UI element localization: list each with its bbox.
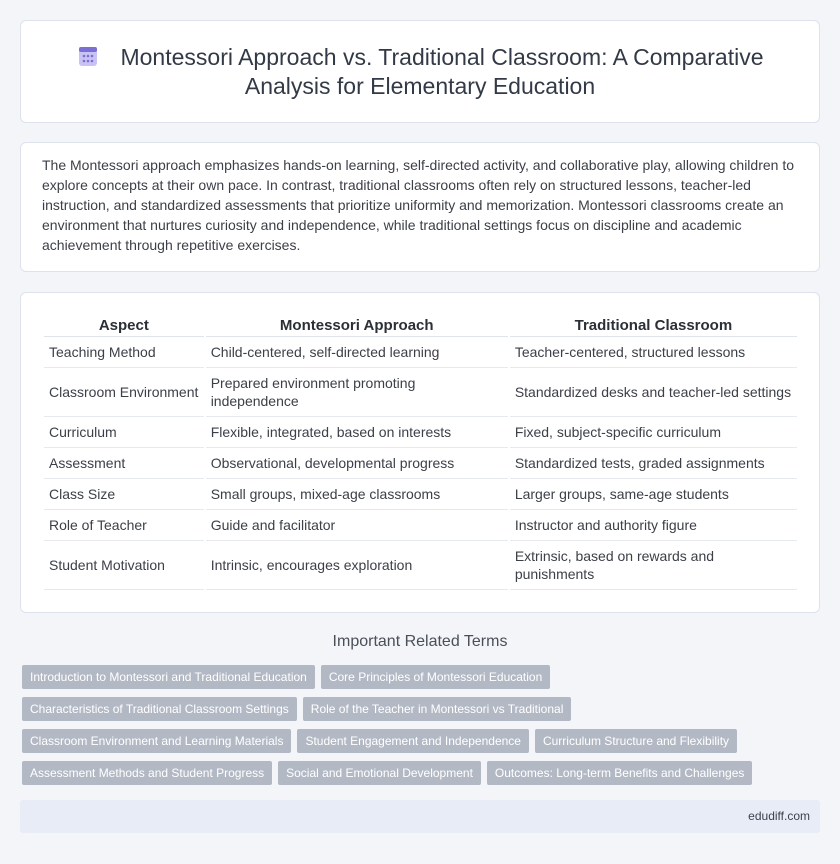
table-row bbox=[44, 337, 797, 368]
page-title bbox=[21, 43, 819, 101]
table-row bbox=[44, 368, 797, 417]
cell-traditional: Instructor and authority figure bbox=[510, 510, 797, 541]
related-term-tag[interactable]: Role of the Teacher in Montessori vs Traditional bbox=[303, 697, 572, 721]
intro-paragraph: The Montessori approach emphasizes hands-on learning, self-directed activity, and collaborative play, allowing children to explore concepts at their own pace. In contrast, traditional classrooms often rely on structured lessons, teacher-led instruction, and standardized assessments that prioritize uniformity and memorization. Montessori classrooms create an environment that nurtures curiosity and independence, while traditional settings focus on discipline and academic achievement through repetitive exercises. bbox=[42, 157, 794, 253]
comparison-table bbox=[42, 315, 799, 590]
related-term-tag[interactable]: Assessment Methods and Student Progress bbox=[22, 761, 272, 785]
cell-aspect: Curriculum bbox=[44, 417, 204, 448]
related-term-tag[interactable]: Classroom Environment and Learning Materials bbox=[22, 729, 291, 753]
related-term-tag[interactable]: Outcomes: Long-term Benefits and Challenges bbox=[487, 761, 752, 785]
page-title-text: Montessori Approach vs. Traditional Classroom: A Comparative Analysis for Elementary Education bbox=[120, 44, 764, 99]
related-terms-list bbox=[22, 665, 802, 793]
cell-aspect: Role of Teacher bbox=[44, 510, 204, 541]
header-aspect: Aspect bbox=[44, 315, 204, 337]
table-row bbox=[44, 417, 797, 448]
related-term-tag[interactable]: Introduction to Montessori and Traditional Education bbox=[22, 665, 315, 689]
cell-montessori: Flexible, integrated, based on interests bbox=[206, 417, 508, 448]
related-term-tag[interactable]: Characteristics of Traditional Classroom Settings bbox=[22, 697, 297, 721]
cell-montessori: Observational, developmental progress bbox=[206, 448, 508, 479]
table-header-row bbox=[44, 315, 797, 337]
related-terms-heading: Important Related Terms bbox=[332, 633, 508, 650]
header-card bbox=[20, 20, 820, 123]
table-row bbox=[44, 479, 797, 510]
cell-montessori: Child-centered, self-directed learning bbox=[206, 337, 508, 368]
cell-aspect: Assessment bbox=[44, 448, 204, 479]
related-term-tag[interactable]: Student Engagement and Independence bbox=[297, 729, 529, 753]
related-term-tag[interactable]: Curriculum Structure and Flexibility bbox=[535, 729, 737, 753]
header-montessori: Montessori Approach bbox=[206, 315, 508, 337]
intro-card bbox=[20, 142, 820, 272]
cell-montessori: Prepared environment promoting independence bbox=[206, 368, 508, 417]
cell-aspect: Classroom Environment bbox=[44, 368, 204, 417]
cell-montessori: Small groups, mixed-age classrooms bbox=[206, 479, 508, 510]
cell-montessori: Intrinsic, encourages exploration bbox=[206, 541, 508, 590]
table-row bbox=[44, 448, 797, 479]
cell-traditional: Larger groups, same-age students bbox=[510, 479, 797, 510]
related-term-tag[interactable]: Core Principles of Montessori Education bbox=[321, 665, 550, 689]
cell-traditional: Standardized tests, graded assignments bbox=[510, 448, 797, 479]
cell-traditional: Extrinsic, based on rewards and punishments bbox=[510, 541, 797, 590]
table-row bbox=[44, 510, 797, 541]
cell-aspect: Class Size bbox=[44, 479, 204, 510]
cell-traditional: Fixed, subject-specific curriculum bbox=[510, 417, 797, 448]
related-term-tag[interactable]: Social and Emotional Development bbox=[278, 761, 481, 785]
cell-traditional: Teacher-centered, structured lessons bbox=[510, 337, 797, 368]
comparison-table-card bbox=[20, 292, 820, 613]
cell-aspect: Student Motivation bbox=[44, 541, 204, 590]
footer-site-link[interactable]: edudiff.com bbox=[748, 809, 810, 823]
document-list-icon bbox=[76, 44, 100, 68]
cell-aspect: Teaching Method bbox=[44, 337, 204, 368]
footer bbox=[20, 800, 820, 833]
table-row bbox=[44, 541, 797, 590]
cell-montessori: Guide and facilitator bbox=[206, 510, 508, 541]
header-traditional: Traditional Classroom bbox=[510, 315, 797, 337]
cell-traditional: Standardized desks and teacher-led settings bbox=[510, 368, 797, 417]
